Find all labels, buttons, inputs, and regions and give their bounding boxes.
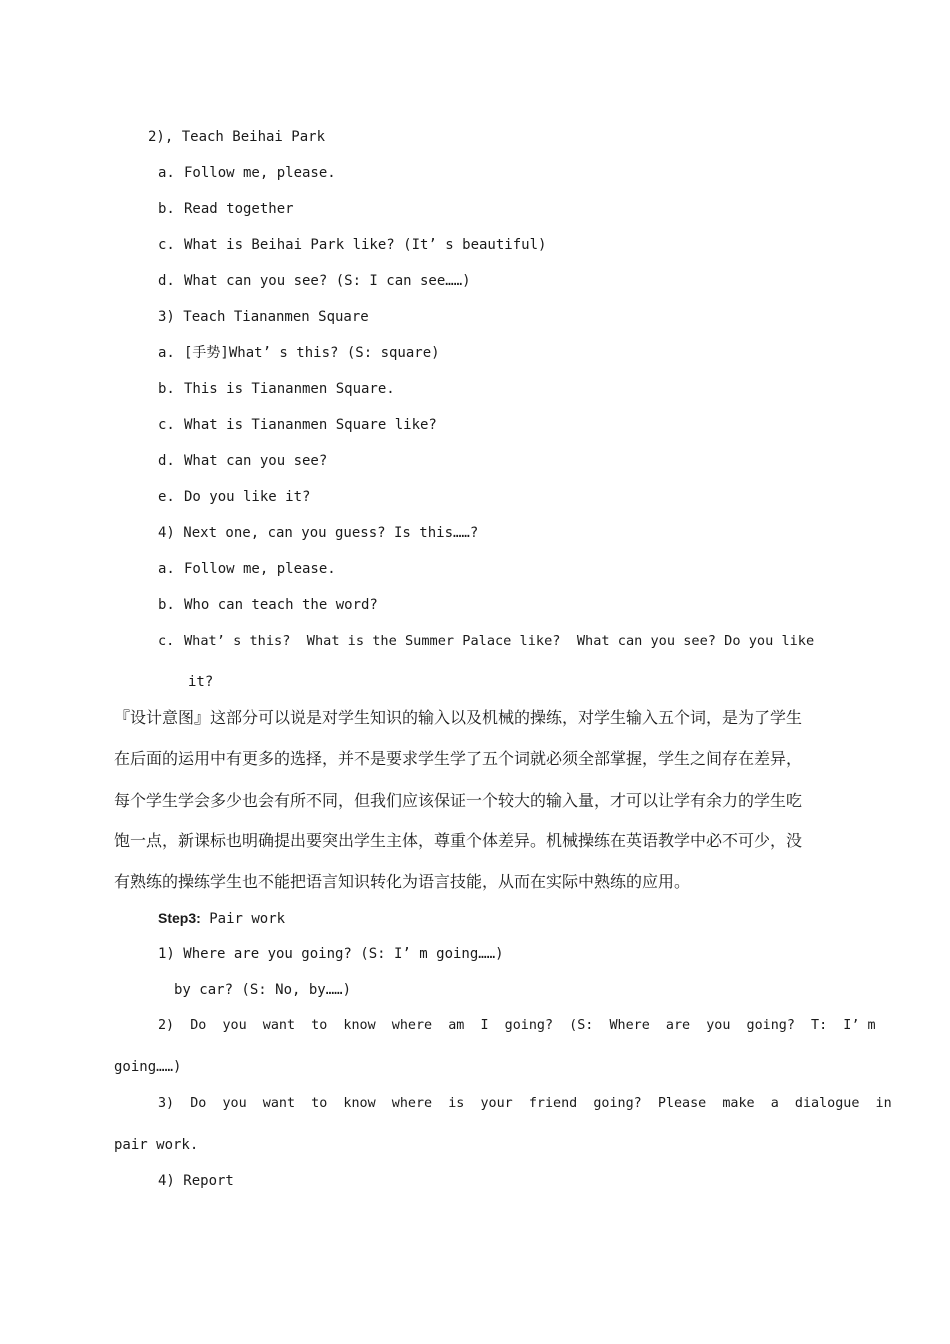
list-marker: d. — [158, 273, 175, 289]
list-item — [158, 451, 327, 471]
list-item-text: What can you see? (S: I can see……) — [184, 273, 471, 289]
step3-title: Pair work — [200, 911, 286, 927]
list-item-text: [手势]What’ s this? (S: square) — [184, 345, 440, 361]
design-intent-line: 每个学生学会多少也会有所不同，但我们应该保证一个较大的输入量，才可以让学有余力的学生吃 — [114, 791, 803, 810]
list-marker: d. — [158, 453, 175, 469]
design-intent-line: 有熟练的操练学生也不能把语言知识转化为语言技能，从而在实际中熟练的应用。 — [114, 872, 691, 891]
list-item — [158, 487, 310, 507]
heading-teach-beihai-park: 2), Teach Beihai Park — [148, 129, 326, 145]
list-marker: a. — [158, 165, 175, 181]
list-item — [158, 343, 440, 363]
list-item — [158, 163, 336, 183]
list-item-text: What is Beihai Park like? (It’ s beautiful) — [184, 237, 547, 253]
list-item-text: Who can teach the word? — [184, 597, 378, 613]
heading-next-one: 4) Next one, can you guess? Is this……? — [158, 525, 479, 541]
list-marker: c. — [158, 633, 175, 649]
list-marker: e. — [158, 489, 175, 505]
pair-work-item: pair work. — [114, 1137, 199, 1153]
step3-heading — [158, 908, 285, 929]
list-item-text: What is Tiananmen Square like? — [184, 417, 437, 433]
list-marker: c. — [158, 417, 175, 433]
list-item — [158, 595, 378, 615]
pair-work-item: 1) Where are you going? (S: I’ m going……) — [158, 946, 504, 962]
list-item-text: What’ s this? What is the Summer Palace like? What can you see? Do you like — [184, 633, 815, 649]
design-intent-line: 饱一点，新课标也明确提出要突出学生主体，尊重个体差异。机械操练在英语教学中必不可少，没 — [114, 831, 803, 850]
list-item — [158, 415, 437, 435]
list-marker: c. — [158, 237, 175, 253]
pair-work-item: by car? (S: No, by……) — [174, 982, 352, 998]
list-marker: b. — [158, 381, 175, 397]
list-item-text: Read together — [184, 201, 294, 217]
list-marker: b. — [158, 597, 175, 613]
design-intent-line: 『设计意图』这部分可以说是对学生知识的输入以及机械的操练，对学生输入五个词，是为了学生 — [114, 708, 803, 727]
step3-label: Step3: — [158, 910, 201, 926]
list-item — [158, 379, 395, 399]
list-item — [158, 235, 546, 255]
list-item-continuation: it? — [188, 674, 214, 690]
list-item-text: Follow me, please. — [184, 561, 336, 577]
pair-work-item: 3) Do you want to know where is your friend going? Please make a dialogue in — [158, 1096, 892, 1111]
list-marker: a. — [158, 561, 175, 577]
list-marker: b. — [158, 201, 175, 217]
list-item — [158, 199, 294, 219]
list-item — [158, 559, 336, 579]
pair-work-item: 4) Report — [158, 1173, 234, 1189]
list-item — [158, 271, 471, 291]
list-item — [158, 631, 814, 651]
list-item-text: Do you like it? — [184, 489, 311, 505]
list-item-text: What can you see? — [184, 453, 328, 469]
pair-work-item: going……) — [114, 1059, 182, 1075]
list-item-text: This is Tiananmen Square. — [184, 381, 395, 397]
list-item-text: Follow me, please. — [184, 165, 336, 181]
heading-teach-tiananmen-square: 3) Teach Tiananmen Square — [158, 309, 369, 325]
design-intent-line: 在后面的运用中有更多的选择，并不是要求学生学了五个词就必须全部掌握，学生之间存在差异， — [114, 749, 803, 768]
pair-work-item: 2) Do you want to know where am I going? (S: Where are you going? T: I’ m — [158, 1018, 876, 1033]
list-marker: a. — [158, 345, 175, 361]
